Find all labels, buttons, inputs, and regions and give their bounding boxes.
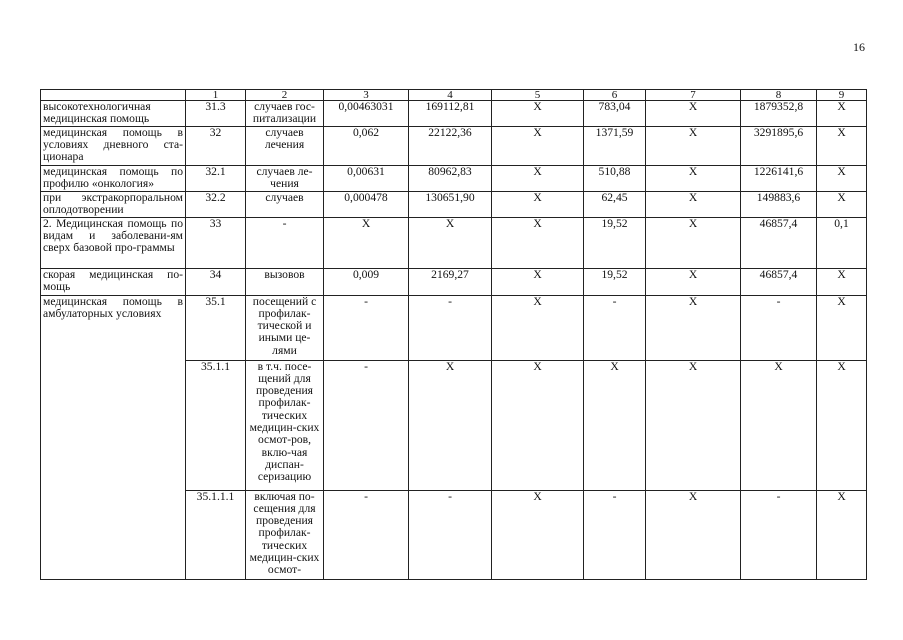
table-cell: Х [492,191,584,217]
row-name-cell: медицинская помощь в условиях дневного ста-ционара [41,126,186,165]
table-cell: Х [817,295,867,360]
table-cell: 19,52 [584,268,646,295]
table-cell: - [584,490,646,579]
table-cell: Х [492,217,584,268]
table-cell: 0,062 [324,126,409,165]
table-cell: 783,04 [584,101,646,127]
row-code-cell: 31.3 [186,101,246,127]
table-cell: 0,000478 [324,191,409,217]
header-cell: 5 [492,90,584,101]
table-cell: Х [817,360,867,490]
table-cell: 0,00463031 [324,101,409,127]
table-row [41,268,867,295]
header-cell: 8 [741,90,817,101]
header-cell: 3 [324,90,409,101]
row-code-cell: 33 [186,217,246,268]
row-code-cell: 34 [186,268,246,295]
table-cell: 1879352,8 [741,101,817,127]
table-cell: Х [646,165,741,191]
table-cell: Х [817,165,867,191]
table-cell: - [741,490,817,579]
row-code-cell: 32.1 [186,165,246,191]
table-cell: Х [646,191,741,217]
header-cell: 6 [584,90,646,101]
table-cell: 46857,4 [741,268,817,295]
table-cell: - [324,360,409,490]
table-cell: 22122,36 [409,126,492,165]
row-unit-cell: посещений с профилак-тической и иными це-лями [246,295,324,360]
table-row [41,217,867,268]
row-unit-cell: случаев ле-чения [246,165,324,191]
table-cell: Х [646,101,741,127]
row-unit-cell: включая по-сещения для проведения профилак-тических медицин-ских осмот- [246,490,324,579]
table-cell: 0,009 [324,268,409,295]
table-cell: 510,88 [584,165,646,191]
table-cell: - [409,490,492,579]
table-cell: Х [646,268,741,295]
row-code-cell: 35.1 [186,295,246,360]
table-row [41,295,867,360]
table-cell: Х [492,295,584,360]
header-cell: 9 [817,90,867,101]
table-cell: Х [584,360,646,490]
table-cell: Х [646,490,741,579]
table-cell: Х [492,268,584,295]
table-cell: - [324,490,409,579]
header-cell: 7 [646,90,741,101]
table-cell: Х [492,490,584,579]
table-cell: 19,52 [584,217,646,268]
table-cell: 80962,83 [409,165,492,191]
table-cell: 62,45 [584,191,646,217]
row-unit-cell: случаев лечения [246,126,324,165]
row-unit-cell: вызовов [246,268,324,295]
row-unit-cell: в т.ч. посе-щений для проведения профилак-тических медицин-ских осмот-ров, вклю-чая диспан-серизацию [246,360,324,490]
table-cell: Х [409,360,492,490]
table-cell: 0,1 [817,217,867,268]
table-cell: 2169,27 [409,268,492,295]
row-name-cell: при экстракорпоральном оплодотворении [41,191,186,217]
table-cell: Х [741,360,817,490]
table-cell: Х [646,217,741,268]
row-unit-cell: случаев гос-питализации [246,101,324,127]
row-code-cell: 32.2 [186,191,246,217]
row-code-cell: 35.1.1 [186,360,246,490]
table-cell: 0,00631 [324,165,409,191]
row-unit-cell: - [246,217,324,268]
table-cell: Х [817,490,867,579]
table-cell: - [409,295,492,360]
header-cell: 2 [246,90,324,101]
table-cell: Х [492,165,584,191]
table-row [41,101,867,127]
table-header-row [41,90,867,101]
header-cell-blank [41,90,186,101]
data-table [40,89,867,580]
row-name-cell: 2. Медицинская помощь по видам и заболевани-ям сверх базовой про-граммы [41,217,186,268]
table-cell: Х [817,126,867,165]
table-cell: 3291895,6 [741,126,817,165]
header-cell: 4 [409,90,492,101]
table-cell: 46857,4 [741,217,817,268]
row-code-cell: 32 [186,126,246,165]
row-code-cell: 35.1.1.1 [186,490,246,579]
table-cell: Х [324,217,409,268]
table-cell: Х [817,268,867,295]
table-cell: Х [646,126,741,165]
table-cell: - [584,295,646,360]
table-cell: Х [409,217,492,268]
table-cell: Х [492,360,584,490]
table-cell: Х [817,101,867,127]
header-cell: 1 [186,90,246,101]
table-cell: Х [817,191,867,217]
row-unit-cell: случаев [246,191,324,217]
table-cell: Х [492,101,584,127]
page-number: 16 [853,40,865,54]
row-name-cell: медицинская помощь в амбулаторных условиях [41,295,186,579]
table-cell: 1371,59 [584,126,646,165]
table-cell: 149883,6 [741,191,817,217]
table-row [41,165,867,191]
row-name-cell: медицинская помощь по профилю «онкология» [41,165,186,191]
table-cell: - [741,295,817,360]
table-row [41,126,867,165]
row-name-cell: высокотехнологичная медицинская помощь [41,101,186,127]
row-name-cell: скорая медицинская по-мощь [41,268,186,295]
table-cell: - [324,295,409,360]
table-row [41,191,867,217]
table-cell: 169112,81 [409,101,492,127]
table-cell: Х [492,126,584,165]
table-cell: Х [646,295,741,360]
table-cell: 130651,90 [409,191,492,217]
table-cell: 1226141,6 [741,165,817,191]
table-cell: Х [646,360,741,490]
